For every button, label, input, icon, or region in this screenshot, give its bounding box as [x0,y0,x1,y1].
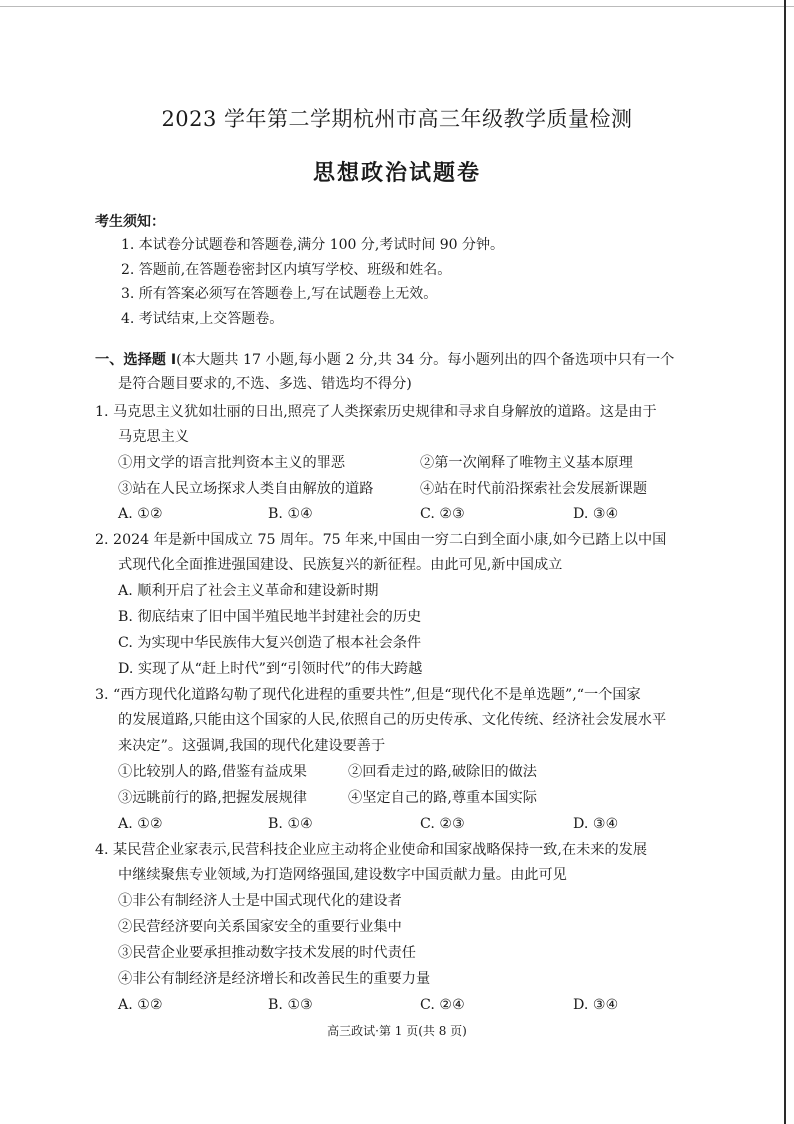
notice-item: 1. 本试卷分试题卷和答题卷,满分 100 分,考试时间 90 分钟。 [121,237,505,253]
notice-item: 3. 所有答案必须写在答题卷上,写在试题卷上无效。 [121,286,438,302]
question-2-stem-cont: 式现代化全面推进强国建设、民族复兴的新征程。由此可见,新中国成立 [118,557,563,573]
q4-option-d: D. ③④ [573,997,619,1013]
question-4-stem: 4. 某民营企业家表示,民营科技企业应主动将企业使命和国家战略保持一致,在未来的发展 [95,842,648,858]
q1-statement-4: ④站在时代前沿探索社会发展新课题 [420,481,648,497]
q3-statement-4: ④坚定自己的路,尊重本国实际 [348,790,537,806]
question-3-stem: 3. “西方现代化道路勾勒了现代化进程的重要共性”,但是“现代化不是单选题”,“一个国家 [95,687,641,703]
q3-option-a: A. ①② [118,816,163,832]
q3-option-b: B. ①④ [268,816,313,832]
q1-statement-3: ③站在人民立场探求人类自由解放的道路 [118,481,374,497]
q1-statement-2: ②第一次阐释了唯物主义基本原理 [420,455,633,471]
q2-option-a: A. 顺利开启了社会主义革命和建设新时期 [118,583,379,599]
scan-edge-top [0,6,794,7]
section-label: 一、选择题 Ⅰ [95,352,177,368]
q4-option-c: C. ②④ [420,997,465,1013]
page-footer: 高三政试·第 1 页(共 8 页) [327,1024,467,1038]
notice-item: 2. 答题前,在答题卷密封区内填写学校、班级和姓名。 [121,261,452,278]
q1-option-d: D. ③④ [573,506,619,522]
question-4-stem-cont: 中继续聚焦专业领域,为打造网络强国,建设数字中国贡献力量。由此可见 [118,867,567,883]
q1-option-b: B. ①④ [268,506,313,522]
section-desc-cont: 是符合题目要求的,不选、多选、错选均不得分) [118,376,412,392]
question-3-stem-cont: 的发展道路,只能由这个国家的人民,依照自己的历史传承、文化传统、经济社会发展水平 [118,712,667,728]
q4-statement-3: ③民营企业要承担推动数字技术发展的时代责任 [118,945,416,961]
question-2-stem: 2. 2024 年是新中国成立 75 周年。75 年来,中国由一穷二白到全面小康,如今已踏上以中国 [95,532,667,548]
q1-option-a: A. ①② [118,506,163,522]
section-desc: (本大题共 17 小题,每小题 2 分,共 34 分。每小题列出的四个备选项中只有一个 [176,352,675,368]
q1-option-c: C. ②③ [420,506,465,522]
q4-option-b: B. ①③ [268,997,313,1013]
q2-option-c: C. 为实现中华民族伟大复兴创造了根本社会条件 [118,635,422,651]
q1-statement-1: ①用文学的语言批判资本主义的罪恶 [118,455,346,471]
q4-statement-1: ①非公有制经济人士是中国式现代化的建设者 [118,893,402,909]
q3-statement-2: ②回看走过的路,破除旧的做法 [348,764,537,780]
question-1-stem-cont: 马克思主义 [118,429,189,445]
question-1-stem: 1. 马克思主义犹如壮丽的日出,照亮了人类探索历史规律和寻求自身解放的道路。这是由于 [95,404,657,420]
q2-option-d: D. 实现了从“赶上时代”到“引领时代”的伟大跨越 [118,661,423,677]
exam-subtitle: 思想政治试题卷 [312,161,481,186]
q2-option-b: B. 彻底结束了旧中国半殖民地半封建社会的历史 [118,609,422,625]
q3-statement-3: ③远眺前行的路,把握发展规律 [118,790,307,806]
question-3-stem-cont: 来决定”。这强调,我国的现代化建设要善于 [118,738,386,754]
notice-list [121,233,504,331]
q4-statement-4: ④非公有制经济是经济增长和改善民生的重要力量 [118,971,431,987]
q3-option-d: D. ③④ [573,816,619,832]
section-header [95,350,674,370]
q4-option-a: A. ①② [118,997,163,1013]
notice-heading: 考生须知： [95,214,165,230]
q3-option-c: C. ②③ [420,816,465,832]
q3-statement-1: ①比较别人的路,借鉴有益成果 [118,764,307,780]
q4-statement-2: ②民营经济要向关系国家安全的重要行业集中 [118,919,402,935]
exam-title: 2023 学年第二学期杭州市高三年级教学质量检测 [161,107,633,131]
notice-item: 4. 考试结束,上交答题卷。 [121,310,284,327]
